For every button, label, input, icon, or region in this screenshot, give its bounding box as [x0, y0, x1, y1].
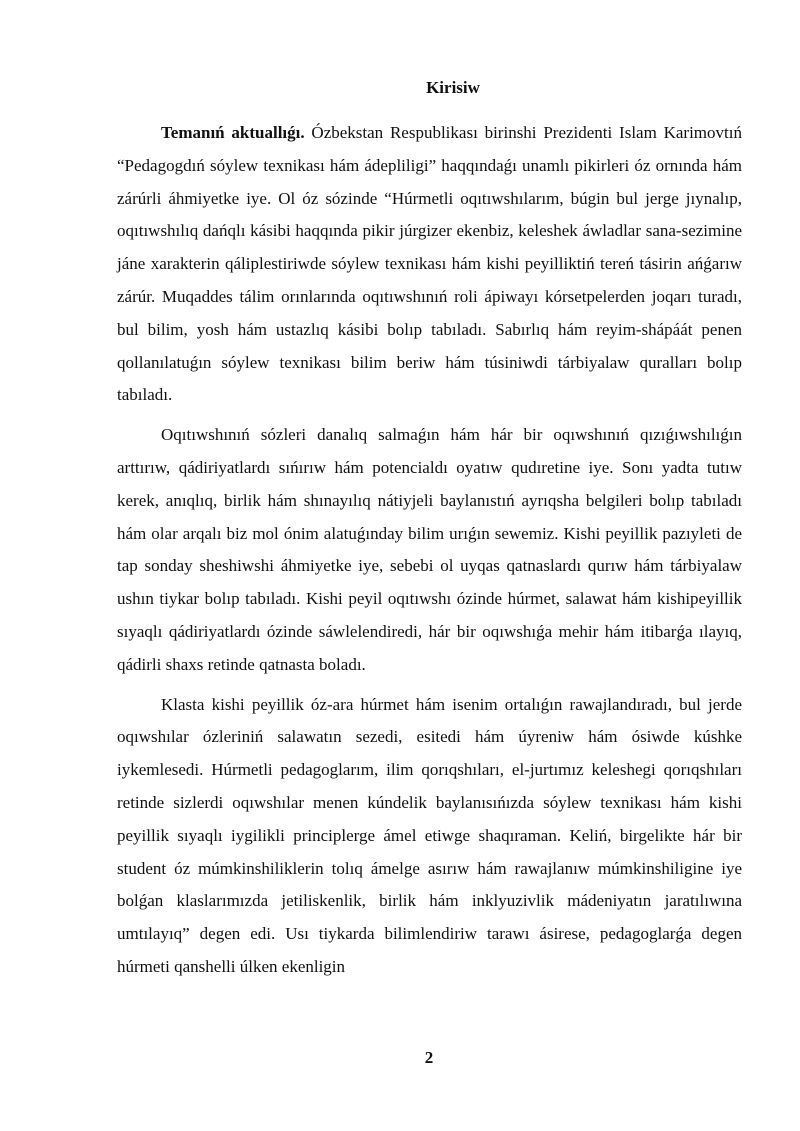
- section-title: Kirisiw: [426, 78, 480, 97]
- paragraph-lead-heading: Temanıń aktuallıǵı.: [161, 123, 305, 142]
- paragraph-classroom-humility: [117, 689, 742, 984]
- paragraph-text: Klasta kishi peyillik óz-ara húrmet hám isenim ortalıǵın rawajlandıradı, bul jerde oqıwshılar ózleriniń salawatın sezedi, esitedi hám úyreniw hám ósiwde kúshke iykemlesedi. Húrmetli pedagoglarım, ilim qorıqshıları, el-jurtımız keleshegi qorıqshıları retinde sizlerdi oqıwshılar menen kúndelik baylanısıńızda sóylew texnikası hám kishi peyillik sıyaqlı iygilikli principlerge ámel etiwge shaqıraman. Keliń, birgelikte hár bir student óz múmkinshiliklerin tolıq ámelge asırıw hám rawajlanıw múmkinshiligine iye bolǵan klaslarımızda jetiliskenlik, birlik hám inklyuzivlik mádeniyatın jaratılıwına umtılayıq” degen edi. Usı tiykarda bilimlendiriw tarawı ásirese, pedagoglarǵa degen húrmeti qanshelli úlken ekenligin: [117, 694, 742, 976]
- body-text: [117, 117, 742, 984]
- paragraph-text: Oqıtıwshınıń sózleri danalıq salmaǵın hám hár bir oqıwshınıń qızıǵıwshılıǵın arttırıw, qádiriyatlardı sıńırıw hám potencialdı oyatıw qudıretine iye. Sonı yadta tutıw kerek, anıqlıq, birlik hám shınayılıq nátiyjeli baylanıstıń ayrıqsha belgileri bolıp tabıladı hám olar arqalı biz mol ónim alatuǵınday bilim urıǵın sewemiz. Kishi peyillik pazıyleti de tap sonday sheshiwshi áhmiyetke iye, sebebi ol uyqas qatnaslardı qurıw hám tárbiyalaw ushın tiykar bolıp tabıladı. Kishi peyil oqıtıwshı ózinde húrmet, salawat hám kishipeyillik sıyaqlı qádiriyatlardı ózinde sáwlelendiredi, hár bir oqıwshıǵa mehir hám itibarǵa ılayıq, qádirli shaxs retinde qatnasta boladı.: [117, 425, 742, 674]
- paragraph-relevance: [117, 117, 742, 412]
- paragraph-text: Ózbekstan Respublikası birinshi Prezidenti Islam Karimovtıń “Pedagogdıń sóylew texnikası hám ádepliligi” haqqındaǵı unamlı pikirleri óz ornında hám zárúrli áhmiyetke iye. Ol óz sózinde “Húrmetli oqıtıwshılarım, búgin bul jerge jıynalıp, oqıtıwshılıq dańqlı kásibi haqqında pikir júrgizer ekenbiz, keleshek áwladlar sana-sezimine jáne xarakterin qáliplestiriwde sóylew texnikası hám kishi peyilliktiń tereń tásirin ańǵarıw zárúr. Muqaddes tálim orınlarında oqıtıwshınıń roli ápiwayı kórsetpelerden joqarı turadı, bul bilim, yosh hám ustazlıq kásibi bolıp tabıladı. Sabırlıq hám reyim-shápáát penen qollanılatuǵın sóylew texnikası bilim beriw hám túsiniwdi tárbiyalaw quralları bolıp tabıladı.: [117, 123, 742, 405]
- paragraph-teacher-words: [117, 419, 742, 681]
- page-number: 2: [424, 1048, 434, 1067]
